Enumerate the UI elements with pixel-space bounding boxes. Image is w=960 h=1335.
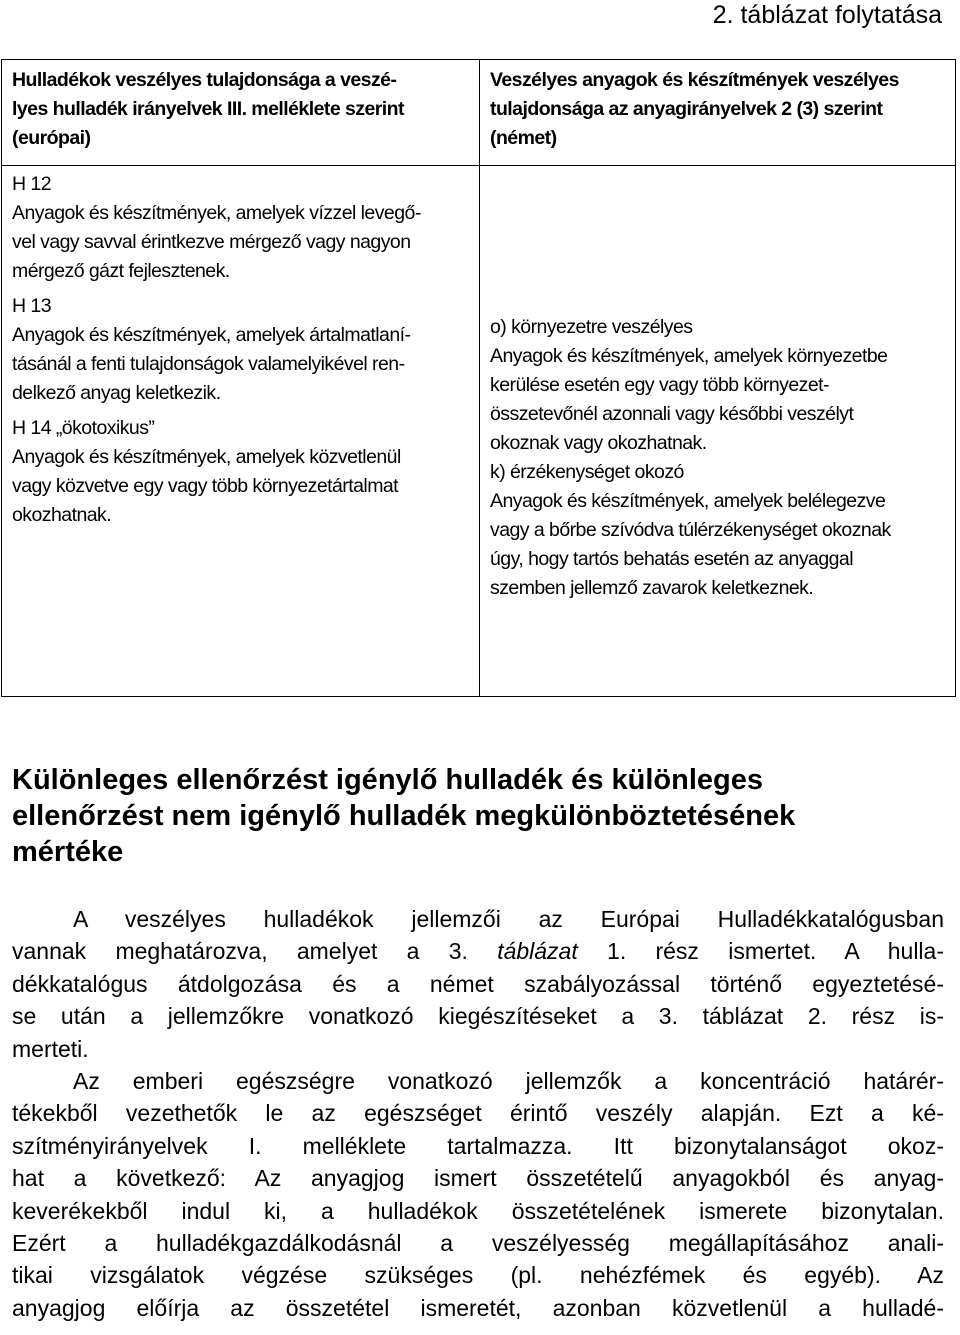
entry-line: tásánál a fenti tulajdonságok valamelyikével ren- [12, 353, 405, 375]
entry-line: mérgező gázt fejlesztenek. [12, 260, 230, 282]
european-properties-cell [2, 166, 480, 697]
text-line: Ezért a hulladékgazdálkodásnál a veszélyesség megállapításához anali- [12, 1230, 944, 1257]
heading-line: Különleges ellenőrzést igénylő hulladék és különleges [12, 764, 763, 796]
entry-line: k) érzékenységet okozó [490, 461, 684, 483]
header-german [480, 60, 956, 166]
entry-line: o) környezetre veszélyes [490, 316, 693, 338]
entry-line: H 12 [12, 173, 51, 195]
header-line: Veszélyes anyagok és készítmények veszélyes [490, 69, 899, 91]
entry-line: Anyagok és készítmények, amelyek közvetlenül [12, 446, 401, 468]
entry-line: összetevőnél azonnali vagy későbbi veszélyt [490, 403, 854, 425]
header-line: Hulladékok veszélyes tulajdonsága a veszé- [12, 69, 397, 91]
text-line: anyagjog előírja az összetétel ismeretét, azonban közvetlenül a hulladé- [12, 1294, 944, 1321]
text-line: se után a jellemzőkre vonatkozó kiegészítéseket a 3. táblázat 2. rész is- [12, 1003, 944, 1030]
text-line: tikai vizsgálatok végzése szükséges (pl. nehézfémek és egyéb). Az [12, 1262, 944, 1289]
entry-line: Anyagok és készítmények, amelyek vízzel levegő- [12, 202, 421, 224]
text-line: dékkatalógus átdolgozása és a német szabályozással történő egyeztetésé- [12, 970, 944, 997]
entry-line: vagy a bőrbe szívódva túlérzékenységet okoznak [490, 519, 891, 541]
text-line: vannak meghatározva, amelyet a 3. táblázat 1. rész ismertet. A hulla- [12, 938, 944, 965]
entry-h13 [12, 292, 473, 408]
entry-line: kerülése esetén egy vagy több környezet- [490, 374, 829, 396]
german-properties-cell [480, 166, 956, 697]
header-line: (európai) [12, 127, 91, 149]
entry-h14 [12, 414, 473, 530]
paragraph-1 [12, 903, 944, 1065]
empty-space [490, 170, 949, 313]
text-line: keverékekből indul ki, a hulladékok összetételének ismerete bizonytalan. [12, 1197, 944, 1224]
text-line: hat a következő: Az anyagjog ismert összetételű anyagokból és anyag- [12, 1165, 944, 1192]
heading-line: ellenőrzést nem igénylő hulladék megkülönböztetésének [12, 800, 796, 832]
text-line: Az emberi egészségre vonatkozó jellemzők a koncentráció határér- [73, 1068, 944, 1095]
body-text [12, 903, 944, 1324]
entry-line: delkező anyag keletkezik. [12, 382, 221, 404]
header-line: lyes hulladék irányelvek III. melléklete szerint [12, 98, 404, 120]
italic-text: táblázat [497, 938, 578, 965]
entry-line: Anyagok és készítmények, amelyek ártalmatlaní- [12, 324, 411, 346]
entry-line: vel vagy savval érintkezve mérgező vagy nagyon [12, 231, 411, 253]
text-line: A veszélyes hulladékok jellemzői az Európai Hulladékkatalógusban [73, 906, 944, 932]
entry-o [490, 313, 949, 458]
hazard-comparison-table [1, 59, 956, 697]
entry-line: úgy, hogy tartós behatás esetén az anyaggal [490, 548, 854, 570]
entry-line: okoznak vagy okozhatnak. [490, 432, 707, 454]
entry-line: Anyagok és készítmények, amelyek környezetbe [490, 345, 888, 367]
text-line: tékekből vezethetők le az egészséget érintő veszély alapján. Ezt a ké- [12, 1100, 944, 1127]
paragraph-2 [12, 1065, 944, 1324]
entry-line: szemben jellemző zavarok keletkeznek. [490, 577, 814, 599]
entry-h12 [12, 170, 473, 286]
section-heading [12, 762, 952, 870]
text-line: szítményirányelvek I. melléklete tartalmazza. Itt bizonytalanságot okoz- [12, 1132, 944, 1159]
table-caption: 2. táblázat folytatása [712, 1, 942, 29]
heading-line: mértéke [12, 836, 124, 868]
entry-line: H 14 „ökotoxikus” [12, 417, 155, 439]
entry-line: Anyagok és készítmények, amelyek belélegezve [490, 490, 886, 512]
entry-k [490, 458, 949, 603]
text-line: merteti. [12, 1035, 89, 1062]
header-line: (német) [490, 127, 557, 149]
header-line: tulajdonsága az anyagirányelvek 2 (3) szerint [490, 98, 883, 120]
entry-line: H 13 [12, 295, 51, 317]
header-european [2, 60, 480, 166]
entry-line: okozhatnak. [12, 504, 112, 526]
entry-line: vagy közvetve egy vagy több környezetártalmat [12, 475, 399, 497]
